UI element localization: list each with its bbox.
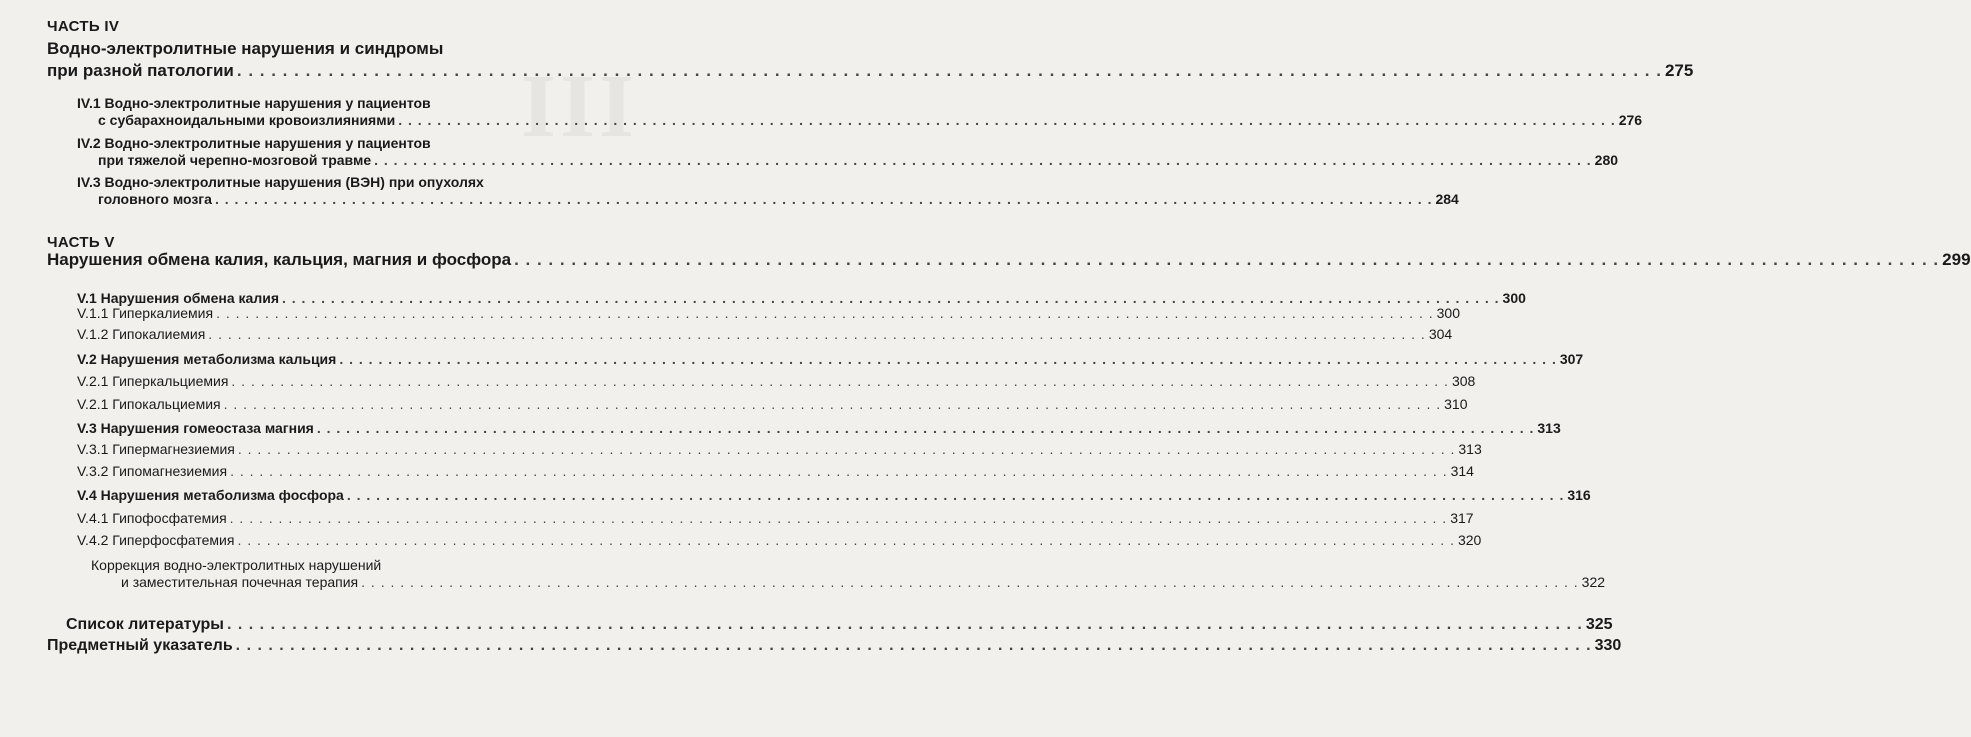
toc-entry[interactable] xyxy=(77,290,1526,306)
page-number: 300 xyxy=(1502,290,1526,306)
toc-entry-label: V.4.2 Гиперфосфатемия xyxy=(77,532,235,548)
page-number: 330 xyxy=(1594,637,1622,654)
leader-dots xyxy=(215,192,1433,206)
leader-dots xyxy=(514,251,1939,268)
toc-entry-label: V.3 Нарушения гомеостаза магния xyxy=(77,420,314,436)
part4-title-entry[interactable] xyxy=(47,61,1694,80)
leader-dots xyxy=(230,464,1448,478)
leader-dots xyxy=(230,511,1448,525)
leader-dots xyxy=(231,374,1449,388)
toc-entry[interactable] xyxy=(77,441,1482,457)
toc-entry-line2: головного мозга xyxy=(98,191,212,207)
leader-dots xyxy=(282,291,1500,305)
toc-entry-line1: IV.3 Водно-электролитные нарушения (ВЭН) при опухолях xyxy=(77,174,484,190)
page-number: 284 xyxy=(1435,191,1459,207)
leader-dots xyxy=(216,306,1434,320)
toc-entry-label: V.1.1 Гиперкалиемия xyxy=(77,305,214,321)
page-number: 322 xyxy=(1581,574,1606,590)
leader-dots xyxy=(236,638,1592,654)
page-number: 310 xyxy=(1444,396,1468,412)
page-number: 325 xyxy=(1585,616,1613,633)
toc-entry-line1: Коррекция водно-электролитных нарушений xyxy=(91,557,382,573)
toc-entry[interactable] xyxy=(98,152,1619,168)
page-number: 299 xyxy=(1942,250,1971,269)
part4-title-line1: Водно-электролитные нарушения и синдромы xyxy=(47,39,444,58)
toc-entry-label: Предметный указатель xyxy=(47,637,233,654)
toc-entry[interactable] xyxy=(98,112,1643,128)
toc-entry[interactable] xyxy=(77,305,1460,321)
toc-entry-index[interactable] xyxy=(47,637,1622,654)
toc-entry-label: V.4.1 Гипофосфатемия xyxy=(77,510,227,526)
toc-entry[interactable] xyxy=(77,351,1584,367)
toc-entry-label: V.1 Нарушения обмена калия xyxy=(77,290,279,306)
leader-dots xyxy=(227,617,1583,633)
toc-entry-references[interactable] xyxy=(66,616,1613,633)
page-number: 313 xyxy=(1458,441,1482,457)
toc-entry[interactable] xyxy=(77,463,1474,479)
page-number: 308 xyxy=(1451,373,1476,389)
page-number: 307 xyxy=(1559,351,1584,367)
toc-entry-label: Список литературы xyxy=(66,616,224,633)
toc-entry[interactable] xyxy=(77,532,1482,548)
page-number: 280 xyxy=(1594,152,1619,168)
page-number: 275 xyxy=(1664,61,1694,80)
leader-dots xyxy=(238,442,1456,456)
toc-entry-line1: IV.1 Водно-электролитные нарушения у пациентов xyxy=(77,95,431,111)
toc-entry[interactable] xyxy=(77,326,1453,342)
leader-dots xyxy=(339,352,1557,366)
toc-entry-line2: при тяжелой черепно-мозговой травме xyxy=(98,152,372,168)
part5-heading: ЧАСТЬ V xyxy=(47,234,115,251)
toc-entry-label: V.1.2 Гипокалиемия xyxy=(77,326,206,342)
toc-entry-label: V.2.1 Гипокальциемия xyxy=(77,396,221,412)
page-number: 314 xyxy=(1450,463,1474,479)
toc-entry-label: V.3.1 Гипермагнезиемия xyxy=(77,441,235,457)
leader-dots xyxy=(398,113,1616,127)
page-number: 316 xyxy=(1567,487,1591,503)
toc-entry-line2: с субарахноидальными кровоизлияниями xyxy=(98,112,396,128)
part4-title-line2: при разной патологии xyxy=(47,61,234,80)
leader-dots xyxy=(374,153,1592,167)
part4-heading: ЧАСТЬ IV xyxy=(47,18,120,35)
toc-entry-line1: IV.2 Водно-электролитные нарушения у пациентов xyxy=(77,135,431,151)
bleed-through-text: III xyxy=(520,57,638,156)
toc-entry-label: V.3.2 Гипомагнезиемия xyxy=(77,463,228,479)
leader-dots xyxy=(317,421,1535,435)
page-number: 300 xyxy=(1436,305,1460,321)
leader-dots xyxy=(347,488,1565,502)
toc-entry[interactable] xyxy=(77,420,1561,436)
toc-entry[interactable] xyxy=(77,510,1474,526)
toc-entry[interactable] xyxy=(98,191,1459,207)
leader-dots xyxy=(237,533,1455,547)
toc-entry[interactable] xyxy=(77,487,1591,503)
leader-dots xyxy=(208,327,1426,341)
page-number: 304 xyxy=(1428,326,1453,342)
page-number: 276 xyxy=(1618,112,1643,128)
toc-entry-line2: и заместительная почечная терапия xyxy=(121,574,359,590)
part5-title: Нарушения обмена калия, кальция, магния и фосфора xyxy=(47,250,512,269)
page-number: 320 xyxy=(1457,532,1482,548)
toc-entry-label: V.2 Нарушения метаболизма кальция xyxy=(77,351,337,367)
part5-title-entry[interactable] xyxy=(47,250,1971,269)
toc-entry-label: V.2.1 Гиперкальциемия xyxy=(77,373,229,389)
leader-dots xyxy=(224,397,1442,411)
leader-dots xyxy=(361,575,1579,589)
page-number: 313 xyxy=(1537,420,1561,436)
toc-entry[interactable] xyxy=(77,396,1468,412)
toc-entry-label: V.4 Нарушения метаболизма фосфора xyxy=(77,487,344,503)
toc-entry[interactable] xyxy=(77,373,1476,389)
page-number: 317 xyxy=(1450,510,1474,526)
leader-dots xyxy=(237,62,1662,79)
toc-entry[interactable] xyxy=(121,574,1606,590)
